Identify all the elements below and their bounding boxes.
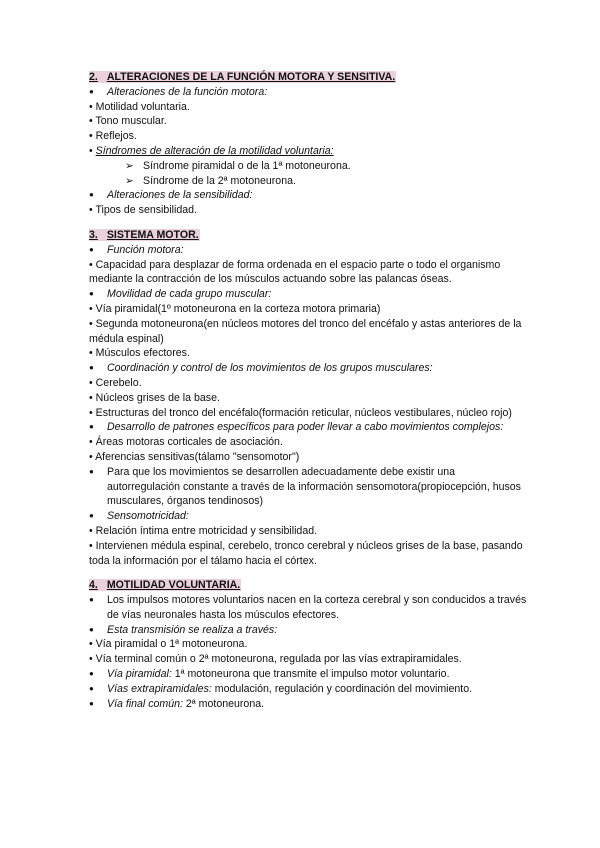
section-2-number: 2. <box>89 71 106 83</box>
sub-item: • Vía piramidal o 1ª motoneurona. <box>89 638 248 651</box>
sub-item: • Músculos efectores. <box>89 347 190 360</box>
sub-item: • Relación íntima entre motricidad y sensibilidad. <box>89 524 318 537</box>
section-3-number: 3. <box>89 229 106 241</box>
bullet-final-common-way <box>89 697 529 712</box>
arrow-item-text: Síndrome de la 2ª motoneurona. <box>143 174 296 187</box>
sub-item: • Motilidad voluntaria. <box>89 100 190 113</box>
section-3 <box>89 228 529 568</box>
final-common-label: Vía final común: <box>107 697 183 710</box>
sub-item: • Vía terminal común o 2ª motoneurona, regulada por las vías extrapiramidales. <box>89 653 462 666</box>
sub-item: • Segunda motoneurona(en núcleos motores del tronco del encéfalo y astas anteriores de la médula espinal) <box>89 317 522 345</box>
sub-item: • Tono muscular. <box>89 115 167 128</box>
bullet-extrapyramidal-ways <box>89 682 529 697</box>
section-4-title: MOTILIDAD VOLUNTARIA. <box>106 579 241 592</box>
bullet-autoregulation: ● Para que los movimientos se desarrollen adecuadamente debe existir una autorregulación constante a través de la información sensomotora(propiocepción, husos musculares, órganos tendinosos) <box>89 465 529 509</box>
sub-item-syndromes <box>89 144 529 159</box>
arrow-item <box>89 159 529 174</box>
bullet-motor-function: ● Función motora: <box>89 243 529 258</box>
sub-item: • Cerebelo. <box>89 376 142 389</box>
syndromes-label: Síndromes de alteración de la motilidad voluntaria: <box>95 144 334 157</box>
sub-item: • Capacidad para desplazar de forma ordenada en el espacio parte o todo el organismo mediante la contracción de los músculos actuando sobre las palancas óseas. <box>89 258 501 286</box>
pyramidal-text: 1ª motoneurona que transmite el impulso motor voluntario. <box>171 668 450 681</box>
section-4-heading <box>89 578 243 593</box>
section-2-title: ALTERACIONES DE LA FUNCIÓN MOTORA Y SENSITIVA. <box>106 71 396 83</box>
section-3-title: SISTEMA MOTOR. <box>106 228 199 241</box>
final-common-text: 2ª motoneurona. <box>182 697 265 710</box>
section-2-heading <box>89 70 398 85</box>
extrapyramidal-text: modulación, regulación y coordinación del movimiento. <box>211 682 473 695</box>
arrow-icon: ➢ <box>125 174 134 187</box>
document-content <box>89 70 529 721</box>
bullet-transmission: ● Esta transmisión se realiza a través: <box>89 623 529 638</box>
arrow-item <box>89 174 529 189</box>
sub-item: • Tipos de sensibilidad. <box>89 204 197 217</box>
sub-item: • Aferencias sensitivas(tálamo "sensomotor") <box>89 450 300 463</box>
bullet-pyramidal-way <box>89 667 529 682</box>
bullet-muscle-mobility: ● Movilidad de cada grupo muscular: <box>89 287 529 302</box>
sub-item: • Intervienen médula espinal, cerebelo, tronco cerebral y núcleos grises de la base, pasando toda la información por el tálamo hacia el córtex. <box>89 539 523 567</box>
arrow-item-text: Síndrome piramidal o de la 1ª motoneurona. <box>143 159 351 172</box>
bullet-motor-alterations: ● Alteraciones de la función motora: <box>89 85 529 100</box>
bullet-patterns: ● Desarrollo de patrones específicos para poder llevar a cabo movimientos complejos: <box>89 420 529 435</box>
sub-item: • Áreas motoras corticales de asociación. <box>89 436 283 449</box>
bullet-sensomotricity: ● Sensomotricidad: <box>89 509 529 524</box>
bullet-sensitivity-alterations: ● Alteraciones de la sensibilidad: <box>89 188 529 203</box>
pyramidal-label: Vía piramidal: <box>107 668 172 681</box>
sub-item: • Vía piramidal(1º motoneurona en la corteza motora primaria) <box>89 302 381 315</box>
section-4-number: 4. <box>89 579 106 591</box>
extrapyramidal-label: Vías extrapiramidales: <box>107 682 212 695</box>
bullet-coordination: ● Coordinación y control de los movimientos de los grupos musculares: <box>89 361 529 376</box>
arrow-icon: ➢ <box>125 159 134 172</box>
section-3-heading <box>89 228 202 243</box>
bullet-motor-impulses: ● Los impulsos motores voluntarios nacen en la corteza cerebral y son conducidos a través de vías neuronales hasta los músculos efectores. <box>89 593 529 623</box>
sub-item: • Reflejos. <box>89 130 137 143</box>
sub-bullet-glyph: • <box>89 144 96 157</box>
section-2 <box>89 70 529 218</box>
section-4 <box>89 578 529 711</box>
sub-item: • Estructuras del tronco del encéfalo(formación reticular, núcleos vestibulares, núcleo rojo) <box>89 406 512 419</box>
sub-item: • Núcleos grises de la base. <box>89 391 220 404</box>
